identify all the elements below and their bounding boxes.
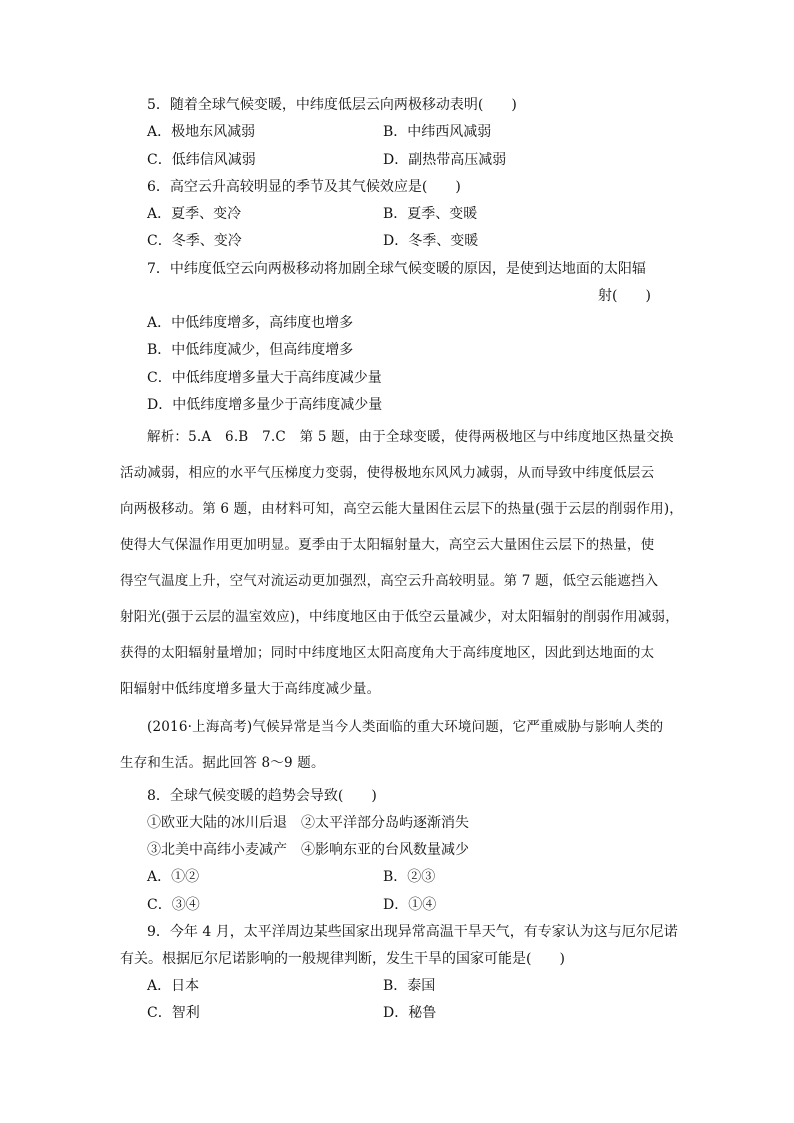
q6-option-a: A．夏季、变冷 [147,206,242,222]
solution-line: 阳辐射中低纬度增多量大于高纬度减少量。 [120,681,381,697]
solution-line: 获得的太阳辐射量增加；同时中纬度地区太阳高度角大于高纬度地区，因此到达地面的太 [120,645,655,661]
q5-option-b: B．中纬西风减弱 [383,124,492,140]
q5-option-a: A．极地东风减弱 [147,124,256,140]
q5-option-d: D．副热带高压减弱 [383,152,507,168]
q9-stem-line1: 9．今年 4 月，太平洋周边某些国家出现异常高温干旱天气，有专家认为这与厄尔尼诺 [147,924,678,940]
q6-option-b: B．夏季、变暖 [383,206,478,222]
solution-line: 得空气温度上升，空气对流运动更加强烈，高空云升高较明显。第 7 题，低空云能遮挡入 [120,573,659,589]
q7-stem-line2: 射( ) [598,288,651,304]
passage-line: (2016·上海高考)气候异常是当今人类面临的重大环境问题，它严重威胁与影响人类的 [147,719,664,735]
q7-option-a: A．中低纬度增多，高纬度也增多 [147,315,354,331]
q9-option-d: D．秘鲁 [383,1005,437,1021]
q7-option-b: B．中低纬度减少，但高纬度增多 [147,342,354,358]
solution-line: 使得大气保温作用更加明显。夏季由于太阳辐射量大，高空云大量困住云层下的热量，使 [120,537,655,553]
q7-stem-line1: 7．中纬度低空云向两极移动将加剧全球气候变暖的原因，是使到达地面的太阳辐 [147,261,646,277]
solution-line: 解析：5.A 6.B 7.C 第 5 题，由于全球变暖，使得两极地区与中纬度地区热量交换 [147,429,674,445]
passage-line: 生存和生活。据此回答 8～9 题。 [120,755,325,771]
solution-line: 向两极移动。第 6 题，由材料可知，高空云能大量困住云层下的热量(强于云层的削弱作用)， [120,501,684,517]
q9-stem-line2: 有关。根据厄尔尼诺影响的一般规律判断，发生干旱的国家可能是( ) [120,951,565,967]
q7-option-c: C．中低纬度增多量大于高纬度减少量 [147,370,382,386]
q6-option-d: D．冬季、变暖 [383,233,479,249]
q8-item-row: ①欧亚大陆的冰川后退 ②太平洋部分岛屿逐渐消失 [147,815,469,831]
q7-option-d: D．中低纬度增多量少于高纬度减少量 [147,397,383,413]
q6-stem: 6．高空云升高较明显的季节及其气候效应是( ) [147,179,461,195]
q9-option-b: B．泰国 [383,978,436,994]
q5-option-c: C．低纬信风减弱 [147,152,256,168]
solution-line: 射阳光(强于云层的温室效应)，中纬度地区由于低空云量减少，对太阳辐射的削弱作用减弱， [120,609,679,625]
q8-option-c: C．③④ [147,897,200,913]
solution-line: 活动减弱，相应的水平气压梯度力变弱，使得极地东风风力减弱，从而导致中纬度低层云 [120,465,655,481]
q8-option-d: D．①④ [383,897,437,913]
q8-stem: 8．全球气候变暖的趋势会导致( ) [147,788,377,804]
q9-option-c: C．智利 [147,1005,200,1021]
q8-item-row: ③北美中高纬小麦减产 ④影响东亚的台风数量减少 [147,842,469,858]
q6-option-c: C．冬季、变冷 [147,233,242,249]
q9-option-a: A．日本 [147,978,200,994]
q5-stem: 5．随着全球气候变暖，中纬度低层云向两极移动表明( ) [147,97,517,113]
q8-option-a: A．①② [147,869,200,885]
q8-option-b: B．②③ [383,869,436,885]
